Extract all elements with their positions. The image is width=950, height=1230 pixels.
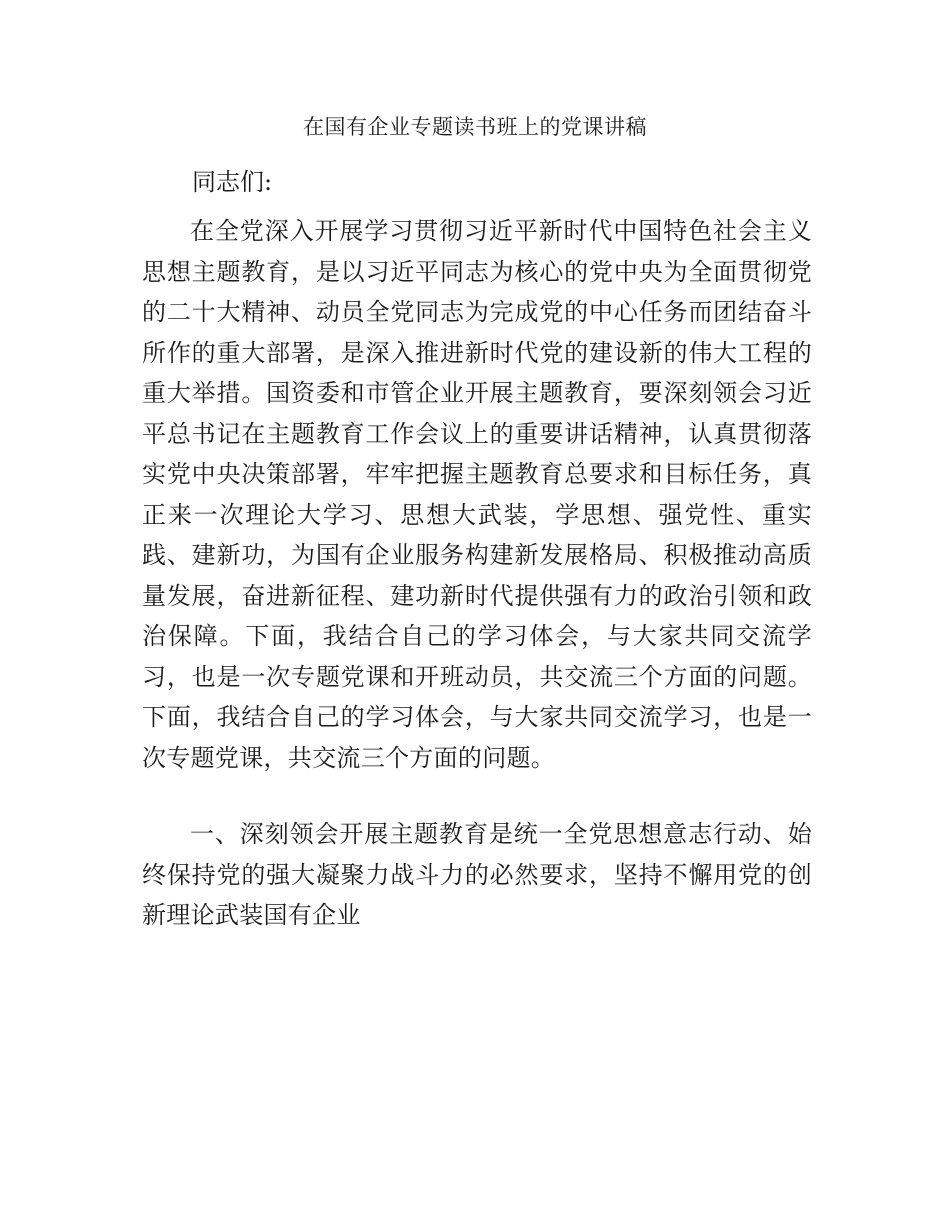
section-heading-paragraph: 一、深刻领会开展主题教育是统一全党思想意志行动、始终保持党的强大凝聚力战斗力的必然要求，坚持不懈用党的创新理论武装国有企业 [142,820,812,929]
document-title: 在国有企业专题读书班上的党课讲稿 [303,115,647,139]
body-paragraph: 在全党深入开展学习贯彻习近平新时代中国特色社会主义思想主题教育，是以习近平同志为核心的党中央为全面贯彻党的二十大精神、动员全党同志为完成党的中心任务而团结奋斗所作的重大部署，是深入推进新时代党的建设新的伟大工程的重大举措。国资委和市管企业开展主题教育，要深刻领会习近平总书记在主题教育工作会议上的重要讲话精神，认真贯彻落实党中央决策部署，牢牢把握主题教育总要求和目标任务，真正来一次理论大学习、思想大武装，学思想、强党性、重实践、建新功，为国有企业服务构建新发展格局、积极推动高质量发展，奋进新征程、建功新时代提供强有力的政治引领和政治保障。下面，我结合自己的学习体会，与大家共同交流学习，也是一次专题党课和开班动员，共交流三个方面的问题。下面，我结合自己的学习体会，与大家共同交流学习，也是一次专题党课，共交流三个方面的问题。 [142,217,812,772]
salutation: 同志们: [192,168,273,196]
